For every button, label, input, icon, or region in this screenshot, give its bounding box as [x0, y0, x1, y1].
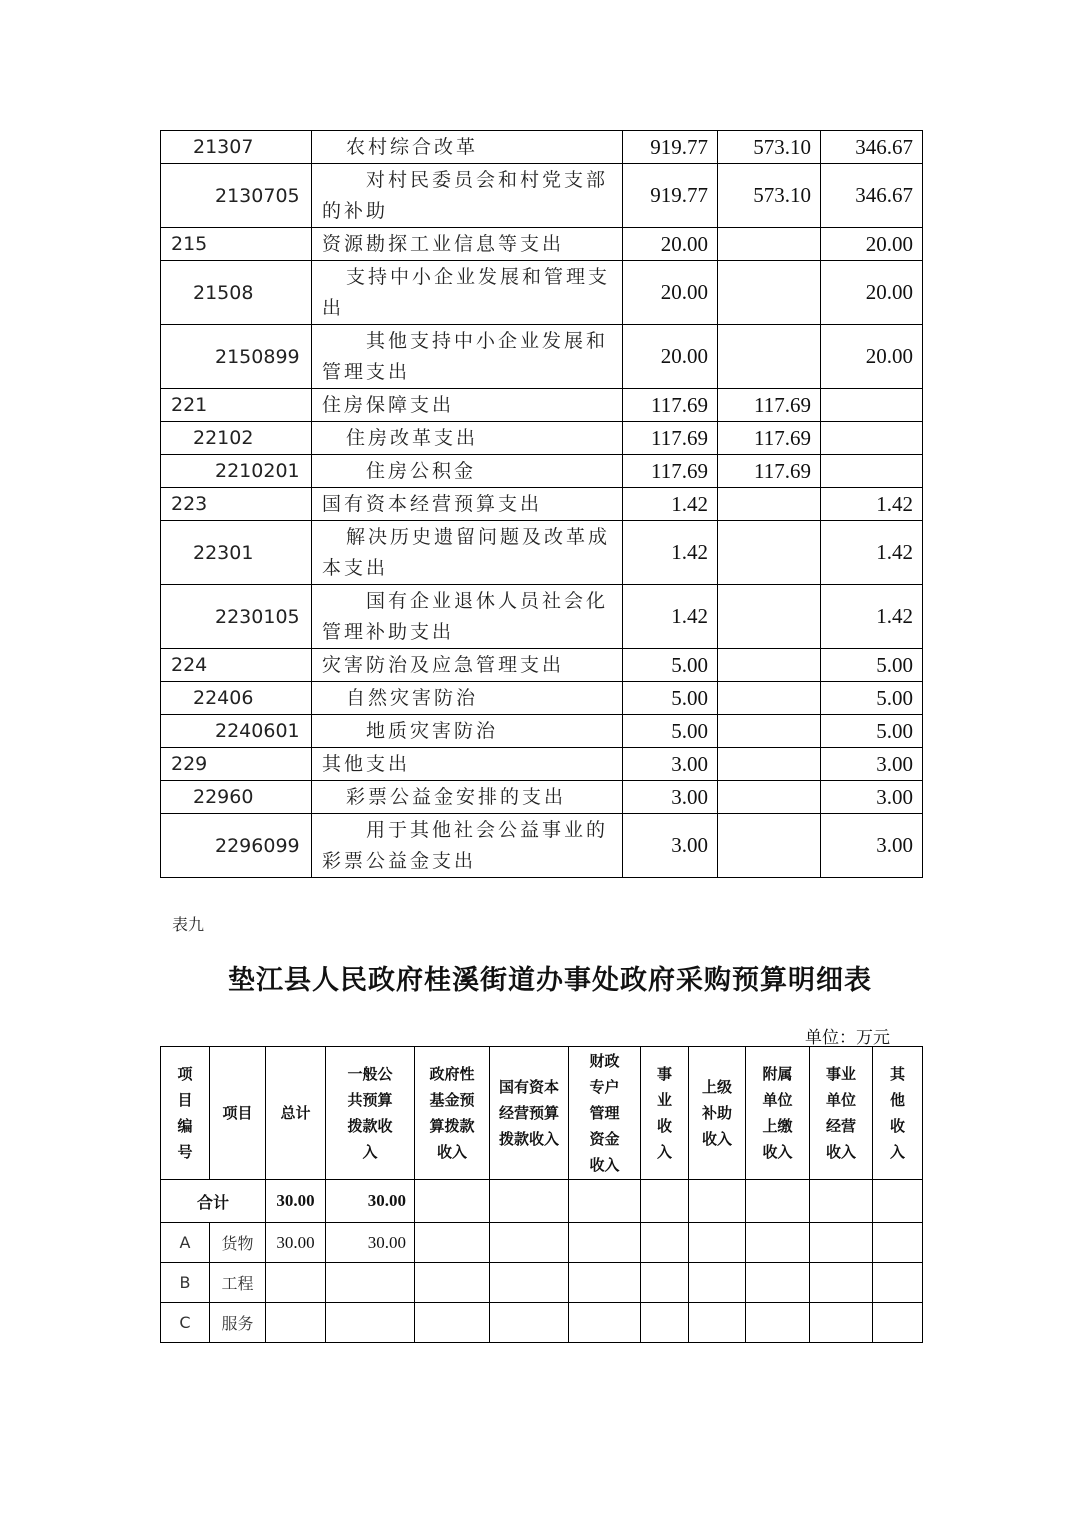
subject-name: 资源勘探工业信息等支出: [312, 228, 623, 261]
header-cell: [490, 1047, 569, 1180]
subject-code: 22301: [161, 521, 312, 585]
subject-name: 支持中小企业发展和管理支出: [312, 261, 623, 325]
total-value: 20.00: [623, 228, 718, 261]
total-value: 117.69: [623, 455, 718, 488]
total-value: 3.00: [623, 748, 718, 781]
item-name: 工程: [210, 1263, 266, 1303]
table-row: [161, 1223, 923, 1263]
table-row: [161, 261, 923, 325]
project-value: 3.00: [821, 781, 923, 814]
project-value: 346.67: [821, 164, 923, 228]
project-value: 346.67: [821, 131, 923, 164]
empty-cell: [490, 1303, 569, 1343]
empty-cell: [569, 1223, 641, 1263]
table-row: [161, 131, 923, 164]
total-value: 5.00: [623, 715, 718, 748]
total-value: 20.00: [623, 325, 718, 389]
item-total: 30.00: [266, 1223, 326, 1263]
basic-value: [718, 585, 821, 649]
header-cell: [161, 1047, 210, 1180]
basic-value: [718, 521, 821, 585]
item-code: A: [161, 1223, 210, 1263]
header-label: 项目编号: [177, 1065, 193, 1161]
table-row: [161, 682, 923, 715]
table-row: [161, 455, 923, 488]
subject-name: 自然灾害防治: [312, 682, 623, 715]
table-row: [161, 781, 923, 814]
subject-name: 灾害防治及应急管理支出: [312, 649, 623, 682]
project-value: 1.42: [821, 488, 923, 521]
header-cell: [210, 1047, 266, 1180]
project-value: 20.00: [821, 261, 923, 325]
empty-cell: [641, 1263, 689, 1303]
subject-name: 其他支持中小企业发展和管理支出: [312, 325, 623, 389]
empty-cell: [415, 1263, 490, 1303]
project-value: 20.00: [821, 228, 923, 261]
empty-cell: [490, 1263, 569, 1303]
header-label: 附属单位上缴收入: [762, 1065, 793, 1161]
basic-value: 573.10: [718, 131, 821, 164]
header-cell: [873, 1047, 923, 1180]
basic-value: [718, 261, 821, 325]
header-label: 一般公共预算拨款收入: [347, 1065, 393, 1161]
subject-name: 用于其他社会公益事业的彩票公益金支出: [312, 814, 623, 878]
table-row: [161, 715, 923, 748]
empty-cell: [569, 1180, 641, 1223]
total-value: 3.00: [623, 781, 718, 814]
empty-cell: [689, 1180, 746, 1223]
empty-cell: [873, 1223, 923, 1263]
table-row: [161, 1303, 923, 1343]
subject-name: 其他支出: [312, 748, 623, 781]
total-value: 919.77: [623, 164, 718, 228]
item-total: [266, 1303, 326, 1343]
header-cell: [266, 1047, 326, 1180]
subject-code: 215: [161, 228, 312, 261]
subject-code: 2130705: [161, 164, 312, 228]
item-total: [266, 1263, 326, 1303]
subject-name: 农村综合改革: [312, 131, 623, 164]
subject-code: 224: [161, 649, 312, 682]
subject-code: 2240601: [161, 715, 312, 748]
empty-cell: [689, 1303, 746, 1343]
item-general-budget: [326, 1303, 415, 1343]
item-general-budget: 30.00: [326, 1223, 415, 1263]
table-row: [161, 521, 923, 585]
table-number: 表九: [172, 915, 205, 934]
subject-code: 21508: [161, 261, 312, 325]
empty-cell: [810, 1263, 873, 1303]
empty-cell: [689, 1223, 746, 1263]
empty-cell: [415, 1303, 490, 1343]
subject-name: 地质灾害防治: [312, 715, 623, 748]
project-value: [821, 422, 923, 455]
table-row: [161, 325, 923, 389]
item-name: 货物: [210, 1223, 266, 1263]
header-cell: [810, 1047, 873, 1180]
empty-cell: [873, 1180, 923, 1223]
project-value: 5.00: [821, 649, 923, 682]
expenditure-table: [160, 130, 923, 878]
table-row: [161, 228, 923, 261]
subject-code: 2150899: [161, 325, 312, 389]
empty-cell: [415, 1223, 490, 1263]
subject-code: 2230105: [161, 585, 312, 649]
project-value: 5.00: [821, 682, 923, 715]
empty-cell: [490, 1180, 569, 1223]
item-general-budget: [326, 1263, 415, 1303]
empty-cell: [746, 1223, 810, 1263]
total-value: 3.00: [623, 814, 718, 878]
subject-name: 对村民委员会和村党支部的补助: [312, 164, 623, 228]
empty-cell: [490, 1223, 569, 1263]
basic-value: [718, 748, 821, 781]
total-label: 合计: [161, 1180, 266, 1223]
page-title: 垫江县人民政府桂溪街道办事处政府采购预算明细表: [228, 965, 872, 996]
header-cell: [326, 1047, 415, 1180]
basic-value: 117.69: [718, 422, 821, 455]
basic-value: 117.69: [718, 389, 821, 422]
empty-cell: [641, 1180, 689, 1223]
project-value: 20.00: [821, 325, 923, 389]
total-general-budget: 30.00: [326, 1180, 415, 1223]
subject-name: 国有资本经营预算支出: [312, 488, 623, 521]
table-row: [161, 1263, 923, 1303]
subject-code: 223: [161, 488, 312, 521]
subject-name: 彩票公益金安排的支出: [312, 781, 623, 814]
basic-value: [718, 715, 821, 748]
table-row: [161, 814, 923, 878]
table-row: [161, 585, 923, 649]
basic-value: [718, 488, 821, 521]
subject-code: 2210201: [161, 455, 312, 488]
empty-cell: [569, 1263, 641, 1303]
total-row: [161, 1180, 923, 1223]
header-label: 其他收入: [890, 1065, 906, 1161]
table-row: [161, 748, 923, 781]
empty-cell: [641, 1223, 689, 1263]
header-cell: [415, 1047, 490, 1180]
item-code: B: [161, 1263, 210, 1303]
empty-cell: [569, 1303, 641, 1343]
project-value: [821, 389, 923, 422]
basic-value: 117.69: [718, 455, 821, 488]
header-label: 政府性基金预算拨款收入: [429, 1065, 475, 1161]
total-value: 5.00: [623, 682, 718, 715]
subject-code: 2296099: [161, 814, 312, 878]
header-label: 事业单位经营收入: [826, 1065, 857, 1161]
empty-cell: [810, 1303, 873, 1343]
table-row: [161, 649, 923, 682]
total-value: 1.42: [623, 585, 718, 649]
basic-value: 573.10: [718, 164, 821, 228]
total-value: 117.69: [623, 422, 718, 455]
total-value: 1.42: [623, 521, 718, 585]
total-value: 919.77: [623, 131, 718, 164]
unit-label: 单位：万元: [805, 1028, 890, 1048]
empty-cell: [873, 1263, 923, 1303]
subject-code: 221: [161, 389, 312, 422]
subject-name: 解决历史遗留问题及改革成本支出: [312, 521, 623, 585]
empty-cell: [810, 1180, 873, 1223]
subject-code: 22406: [161, 682, 312, 715]
header-label: 项目: [222, 1104, 253, 1122]
header-cell: [569, 1047, 641, 1180]
subject-code: 22960: [161, 781, 312, 814]
table-row: [161, 164, 923, 228]
item-code: C: [161, 1303, 210, 1343]
header-row: [161, 1047, 923, 1180]
total-value: 5.00: [623, 649, 718, 682]
table-row: [161, 422, 923, 455]
project-value: 5.00: [821, 715, 923, 748]
header-cell: [641, 1047, 689, 1180]
empty-cell: [746, 1303, 810, 1343]
empty-cell: [689, 1263, 746, 1303]
table-row: [161, 488, 923, 521]
header-label: 总计: [280, 1104, 311, 1122]
basic-value: [718, 649, 821, 682]
total-value: 1.42: [623, 488, 718, 521]
project-value: 1.42: [821, 585, 923, 649]
header-cell: [746, 1047, 810, 1180]
subject-code: 22102: [161, 422, 312, 455]
header-label: 财政专户管理资金收入: [589, 1052, 620, 1174]
project-value: 3.00: [821, 748, 923, 781]
empty-cell: [641, 1303, 689, 1343]
header-label: 事业收入: [657, 1065, 673, 1161]
basic-value: [718, 325, 821, 389]
total-value: 117.69: [623, 389, 718, 422]
basic-value: [718, 814, 821, 878]
total-sum: 30.00: [266, 1180, 326, 1223]
item-name: 服务: [210, 1303, 266, 1343]
basic-value: [718, 228, 821, 261]
empty-cell: [873, 1303, 923, 1343]
basic-value: [718, 682, 821, 715]
table-row: [161, 389, 923, 422]
empty-cell: [415, 1180, 490, 1223]
procurement-table: [160, 1046, 923, 1343]
subject-name: 国有企业退休人员社会化管理补助支出: [312, 585, 623, 649]
header-label: 国有资本经营预算拨款收入: [499, 1078, 560, 1148]
header-cell: [689, 1047, 746, 1180]
empty-cell: [810, 1223, 873, 1263]
empty-cell: [746, 1180, 810, 1223]
total-value: 20.00: [623, 261, 718, 325]
project-value: 1.42: [821, 521, 923, 585]
subject-code: 229: [161, 748, 312, 781]
empty-cell: [746, 1263, 810, 1303]
subject-name: 住房改革支出: [312, 422, 623, 455]
basic-value: [718, 781, 821, 814]
subject-name: 住房保障支出: [312, 389, 623, 422]
subject-code: 21307: [161, 131, 312, 164]
header-label: 上级补助收入: [702, 1078, 733, 1148]
project-value: 3.00: [821, 814, 923, 878]
project-value: [821, 455, 923, 488]
subject-name: 住房公积金: [312, 455, 623, 488]
